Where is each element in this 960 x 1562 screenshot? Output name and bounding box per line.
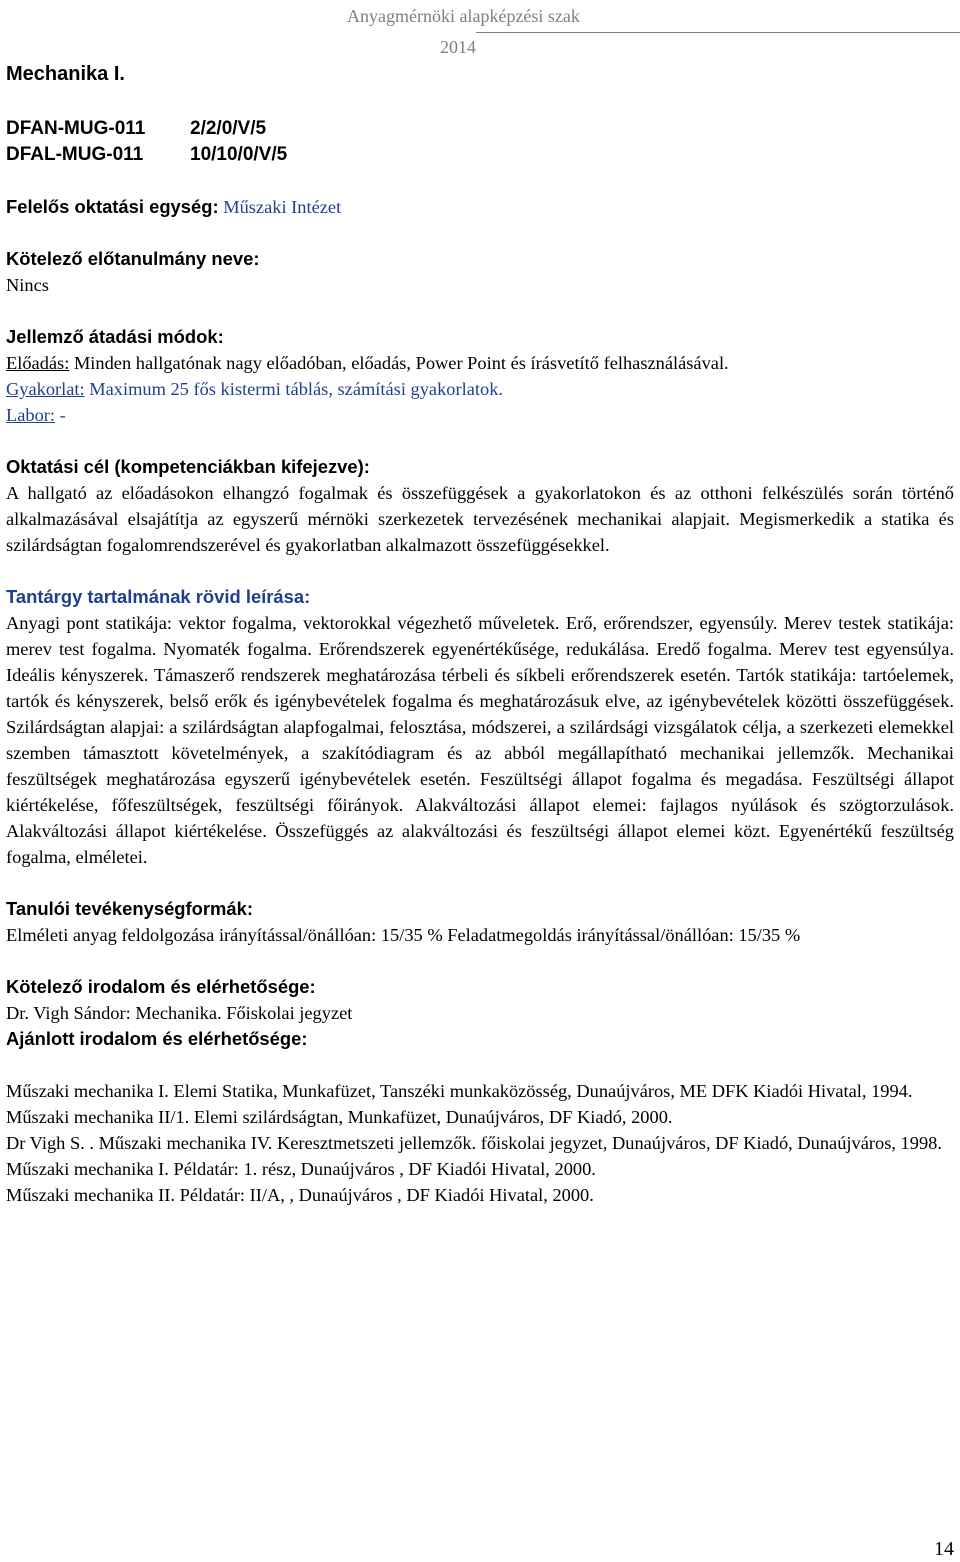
lecture-text: Minden hallgatónak nagy előadóban, előadás, Power Point és írásvetítő felhasználásával. — [73, 353, 729, 373]
course-code-line — [6, 142, 954, 168]
description-text: Anyagi pont statikája: vektor fogalma, vektorokkal végezhető műveletek. Erő, erőrendszer, egyensúly. Merev testek statikája: merev test fogalma. Nyomaték fogalma. Erőrendszerek egyenértékűsége, redukálása. Eredő fogalma. Merev test egyensúlya. Ideális kényszerek. Támaszerő rendszerek meghatározása térbeli és síkbeli erőrendszerek esetén. Tartók statikája: tartóelemek, tartók és kényszerek, belső erők és igénybevételek fogalma és meghatározásuk elve, az igénybevételek közötti összefüggések. Szilárdságtan alapjai: a szilárdságtan alapfogalmai, felosztása, módszerei, a szilárdsági vizsgálatok célja, a szerkezeti elemekkel szemben támasztott követelmények, a szakítódiagram és az abból megállapítható mechanikai jellemzők. Mechanikai feszültségek meghatározása egyszerű igénybevételek esetén. Feszültségi állapot fogalma és megadása. Feszültségi állapot kiértékelése, főfeszültségek, feszültségi főirányok. Alakváltozási állapot elemei: fajlagos nyúlások és szögtorzulások. Alakváltozási állapot kiértékelése. Összefüggés az alakváltozási és feszültségi állapot elemei közt. Egyenértékű feszültség fogalma, elméletei. — [6, 613, 954, 867]
header-program: Anyagmérnöki alapképzési szak — [347, 6, 580, 26]
responsible-label: Felelős oktatási egység: — [6, 196, 219, 217]
recommended-literature-item: Műszaki mechanika I. Példatár: 1. rész, Dunaújváros , DF Kiadói Hivatal, 2000. — [6, 1159, 596, 1179]
lecture-label: Előadás: — [6, 353, 70, 373]
recommended-literature-label: Ajánlott irodalom és elérhetősége: — [6, 1028, 308, 1049]
required-literature-label: Kötelező irodalom és elérhetősége: — [6, 976, 316, 997]
prerequisite-label: Kötelező előtanulmány neve: — [6, 248, 260, 269]
recommended-literature-item: Dr Vigh S. . Műszaki mechanika IV. Keresztmetszeti jellemzők. főiskolai jegyzet, Dunaújváros, DF Kiadó, Dunaújváros, 1998. — [6, 1133, 942, 1153]
course-code-line — [6, 116, 954, 142]
delivery-lecture — [6, 350, 954, 376]
responsible-unit — [6, 194, 954, 220]
course-hours: 2/2/0/V/5 — [190, 118, 267, 139]
goal-label: Oktatási cél (kompetenciákban kifejezve): — [6, 456, 370, 477]
course-code: DFAN-MUG-011 — [6, 118, 146, 139]
course-code: DFAL-MUG-011 — [6, 144, 144, 165]
activities-label: Tanulói tevékenységformák: — [6, 898, 253, 919]
course-hours: 10/10/0/V/5 — [190, 144, 288, 165]
lab-label: Labor: — [6, 405, 56, 425]
required-literature-item: Dr. Vigh Sándor: Mechanika. Főiskolai jegyzet — [6, 1003, 353, 1023]
lab-text: - — [59, 405, 66, 425]
delivery-practice — [6, 376, 954, 402]
course-title: Mechanika I. — [6, 63, 125, 85]
description-label: Tantárgy tartalmának rövid leírása: — [6, 586, 311, 607]
practice-text: Maximum 25 fős kistermi táblás, számítási gyakorlatok. — [89, 379, 503, 399]
header-year: 2014 — [440, 37, 476, 57]
delivery-lab — [6, 402, 954, 428]
activities-text: Elméleti anyag feldolgozása irányítással/önállóan: 15/35 % Feladatmegoldás irányítással/önállóan: 15/35 % — [6, 925, 801, 945]
responsible-value: Műszaki Intézet — [223, 197, 342, 217]
recommended-literature-item: Műszaki mechanika II/1. Elemi szilárdságtan, Munkafüzet, Dunaújváros, DF Kiadó, 2000. — [6, 1107, 673, 1127]
prerequisite-value: Nincs — [6, 275, 49, 295]
recommended-literature-item: Műszaki mechanika I. Elemi Statika, Munkafüzet, Tanszéki munkaközösség, Dunaújváros, ME DFK Kiadói Hivatal, 1994. — [6, 1081, 913, 1101]
practice-label: Gyakorlat: — [6, 379, 85, 399]
page-number: 14 — [934, 1538, 954, 1560]
document-body — [6, 116, 954, 1208]
recommended-literature-item: Műszaki mechanika II. Példatár: II/A, , Dunaújváros , DF Kiadói Hivatal, 2000. — [6, 1185, 594, 1205]
goal-text: A hallgató az előadásokon elhangzó fogalmak és összefüggések a gyakorlatokon és az otthoni felkészülés során történő alkalmazásával elsajátítja az egyszerű mérnöki szerkezetek tervezésének mechanikai alapjait. Megismerkedik a statika és szilárdságtan fogalomrendszerével és gyakorlatban alkalmazott összefüggésekkel. — [6, 483, 954, 555]
header-rule — [476, 32, 960, 33]
delivery-label: Jellemző átadási módok: — [6, 326, 224, 347]
